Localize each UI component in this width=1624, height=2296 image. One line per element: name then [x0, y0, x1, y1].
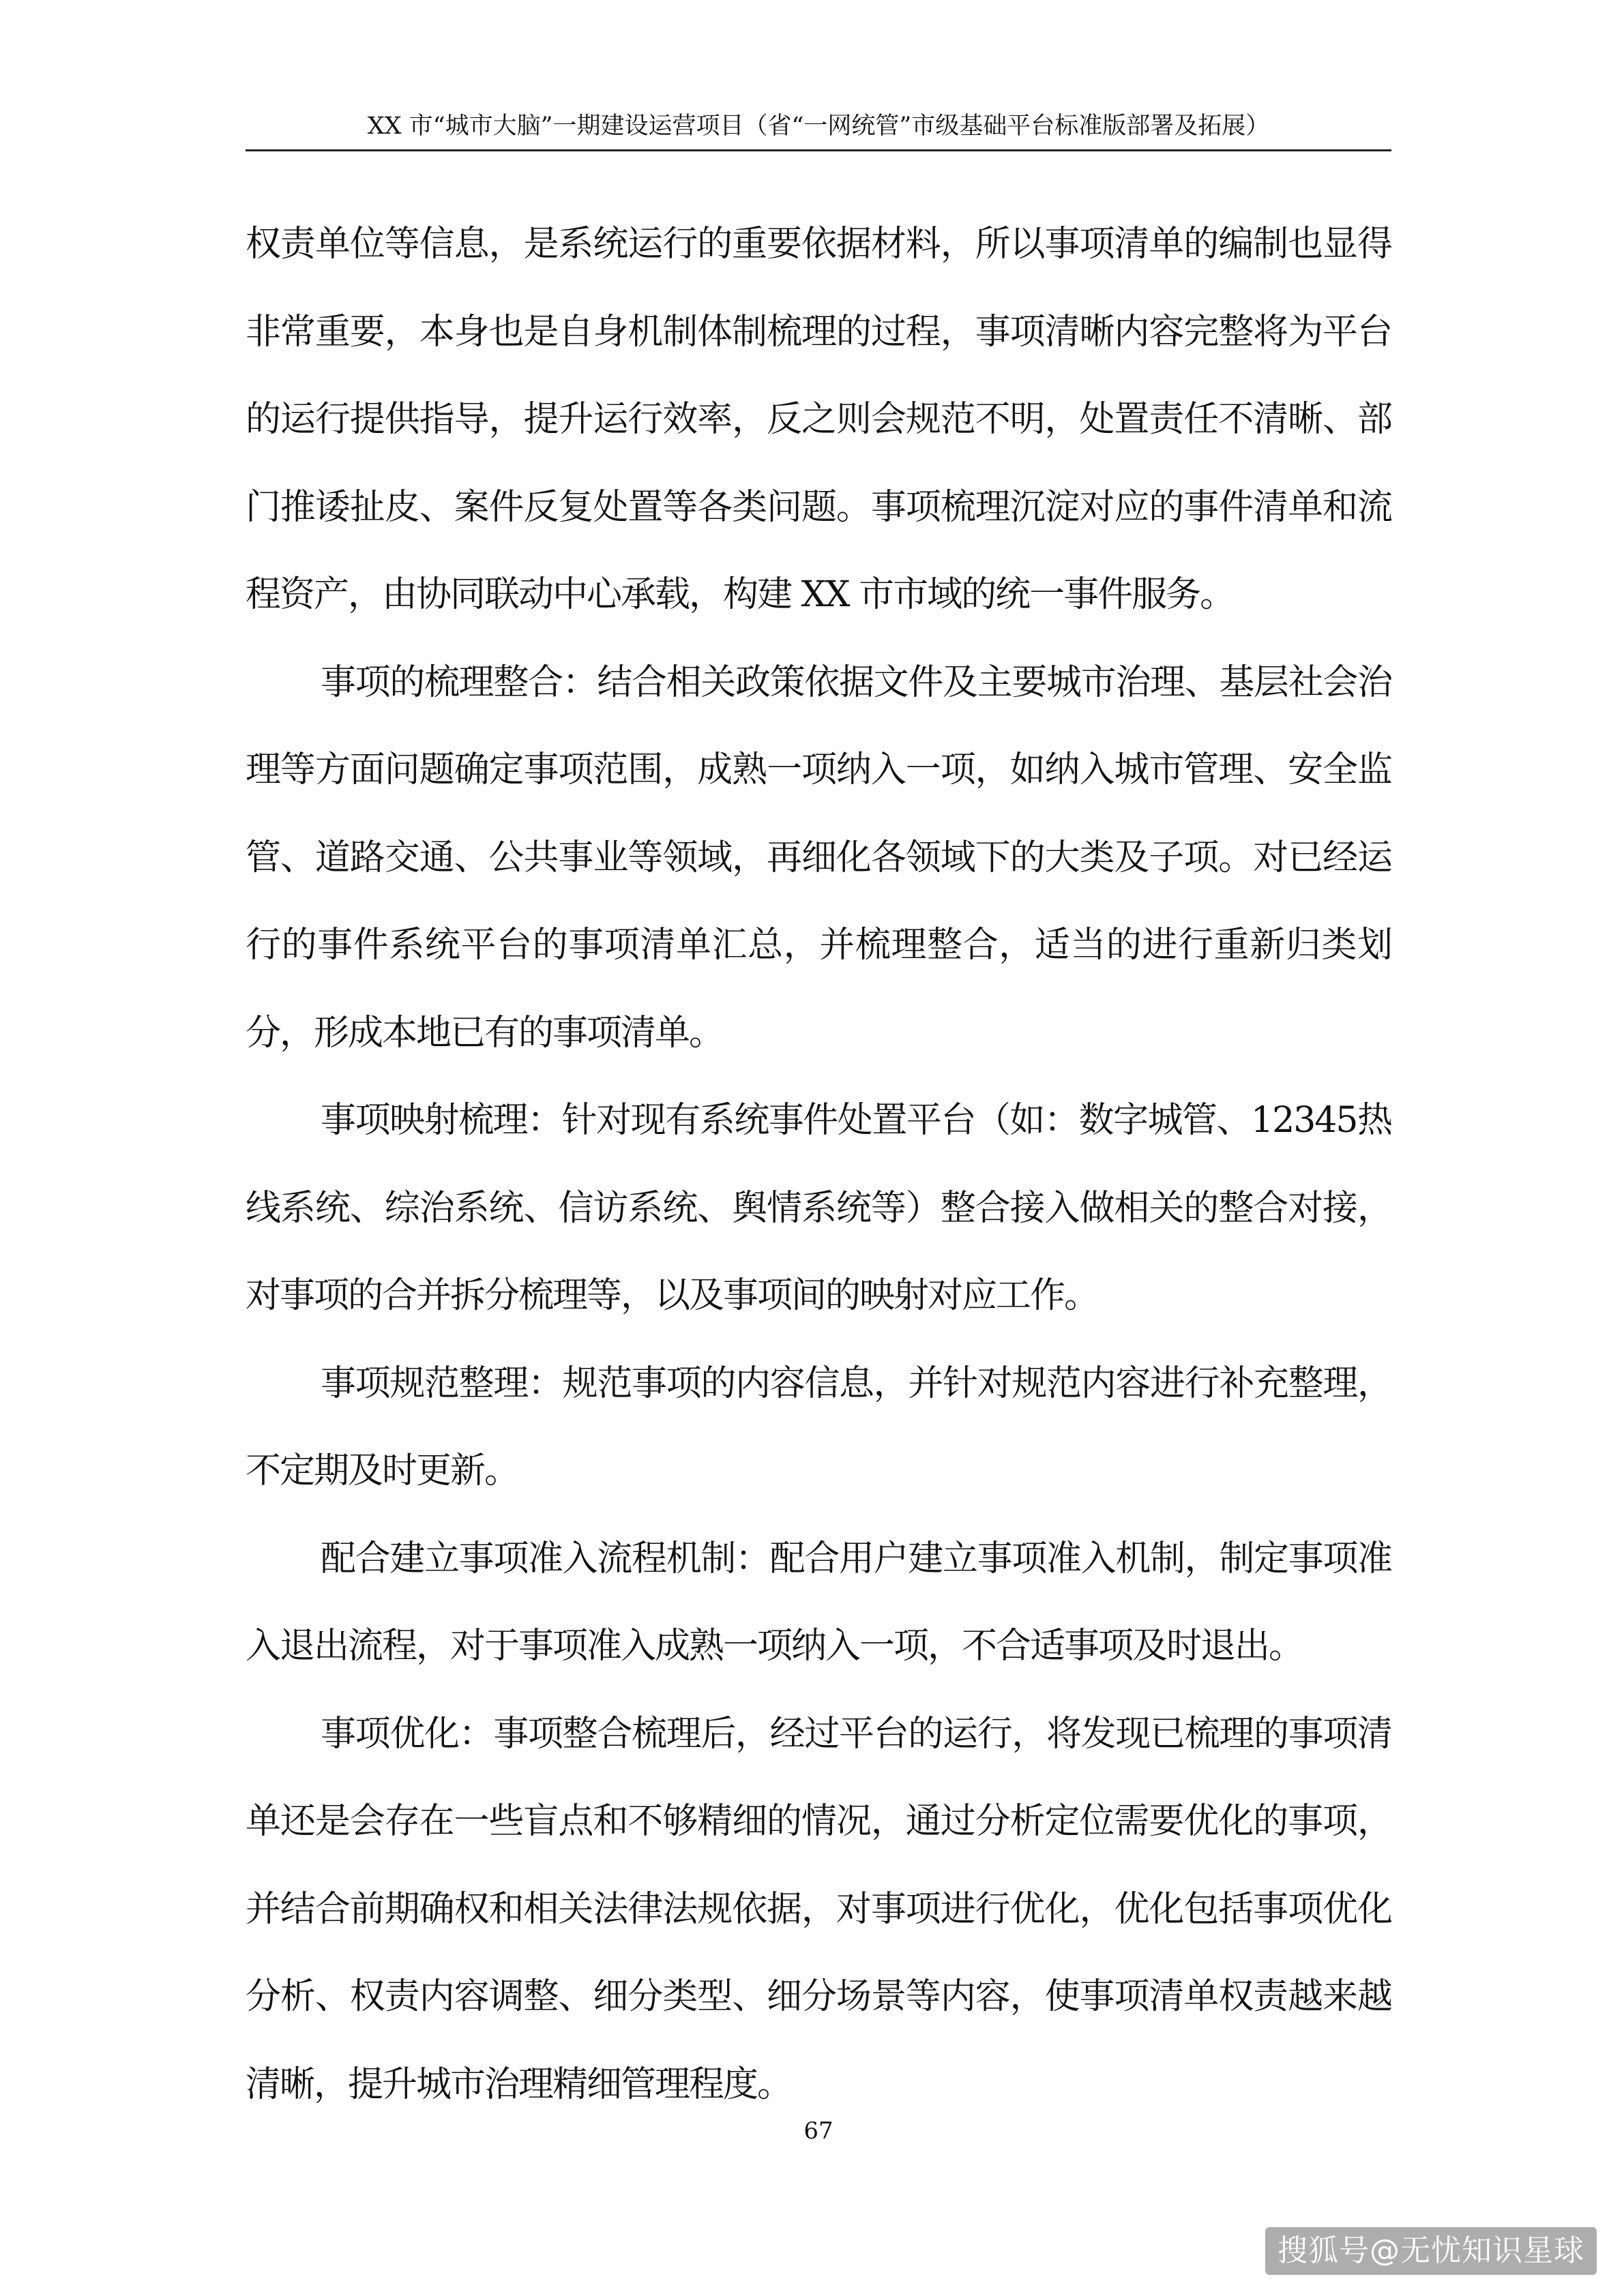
header-divider	[246, 149, 1391, 151]
paragraph-item-integration: 事项的梳理整合：结合相关政策依据文件及主要城市治理、基层社会治理等方面问题确定事项范围，成熟一项纳入一项，如纳入城市管理、安全监管、道路交通、公共事业等领域，再细化各领域下的大类及子项。对已经运行的事件系统平台的事项清单汇总，并梳理整合，适当的进行重新归类划分，形成本地已有的事项清单。	[246, 661, 1391, 1054]
document-body	[246, 200, 1391, 2128]
paragraph-continuation: 权责单位等信息，是系统运行的重要依据材料，所以事项清单的编制也显得非常重要，本身也是自身机制体制梳理的过程，事项清晰内容完整将为平台的运行提供指导，提升运行效率，反之则会规范不明，处置责任不清晰、部门推诿扯皮、案件反复处置等各类问题。事项梳理沉淀对应的事件清单和流程资产，由协同联动中心承载，构建 XX 市市域的统一事件服务。	[246, 224, 1391, 615]
paragraph-item-mapping: 事项映射梳理：针对现有系统事件处置平台（如：数字城管、12345热线系统、综治系统、信访系统、舆情系统等）整合接入做相关的整合对接，对事项的合并拆分梳理等，以及事项间的映射对应工作。	[246, 1100, 1391, 1316]
paragraph-item-access-mechanism: 配合建立事项准入流程机制：配合用户建立事项准入机制，制定事项准入退出流程，对于事项准入成熟一项纳入一项，不合适事项及时退出。	[246, 1538, 1391, 1667]
paragraph-item-optimization: 事项优化：事项整合梳理后，经过平台的运行，将发现已梳理的事项清单还是会存在一些盲点和不够精细的情况，通过分析定位需要优化的事项，并结合前期确权和相关法律法规依据，对事项进行优化，优化包括事项优化分析、权责内容调整、细分类型、细分场景等内容，使事项清单权责越来越清晰，提升城市治理精细管理程度。	[246, 1713, 1391, 2105]
paragraph-item-standardization: 事项规范整理：规范事项的内容信息，并针对规范内容进行补充整理，不定期及时更新。	[246, 1362, 1391, 1491]
page-header-title: XX 市“城市大脑”一期建设运营项目（省“一网统管”市级基础平台标准版部署及拓展）	[367, 113, 1270, 140]
source-watermark: 搜狐号@无忧知识星球	[1265, 2227, 1597, 2275]
page-number: 67	[803, 2117, 833, 2145]
